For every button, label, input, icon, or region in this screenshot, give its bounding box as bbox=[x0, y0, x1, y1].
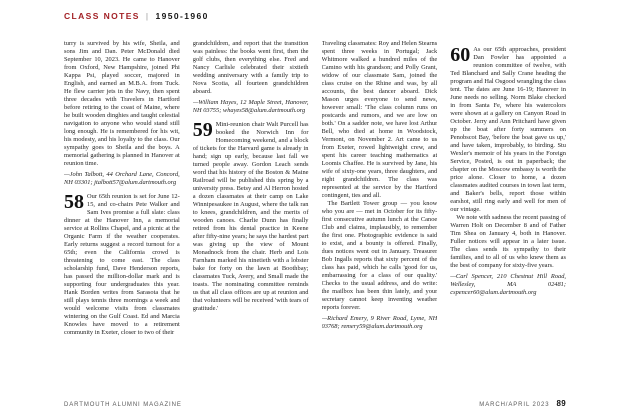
class-year-numeral: 60 bbox=[450, 44, 471, 66]
text-column-4 bbox=[450, 40, 566, 386]
class-year-numeral: 59 bbox=[192, 119, 213, 141]
text-column-3 bbox=[322, 40, 438, 386]
class-secretary-line: —Richard Emery, 9 River Road, Lyme, NH 03768; remery59@alum.dartmouth.org bbox=[321, 315, 438, 330]
issue-date: MARCH/APRIL 2023 bbox=[479, 402, 550, 408]
note-paragraph: The Bartlett Tower group — you know who you are — met in October for its fifty-first consecutive autumn lunch at the Canoe Club and claims, implausibly, to remember the first one. Photographic evidence is said to exist, and a bounty is offered. Finally, dues notices went out in January. Treasurer Bob Ingalls reports that sixty percent of the class has paid, which he calls 'good for us, embarrassing for a class of our quality.' Checks to the usual address, and do write: the mailbox has been thin lately, and your secretary cannot keep inventing weather reports forever. bbox=[321, 200, 438, 311]
section-label: CLASS NOTES bbox=[64, 11, 140, 21]
note-paragraph: grandchildren, and report that the transition was painless: the books went first, then the golf clubs, then everything else. Fred and Nancy Carlisle celebrated their sixtieth wedding anniversary with a family trip to Nova Scotia, all fourteen grandchildren aboard. bbox=[192, 40, 309, 95]
class-year-numeral: 58 bbox=[64, 191, 84, 213]
magazine-name: DARTMOUTH ALUMNI MAGAZINE bbox=[64, 402, 182, 408]
text-column-2 bbox=[193, 40, 309, 386]
page-number: 89 bbox=[556, 399, 566, 408]
note-paragraph: turry is survived by his wife, Sheila, and sons Jim and Dan. Peter McDonald died September 10, 2023. He came to Hanover from Oxford, New Hampshire, joined Phi Kappa Psi, played soccer, majored in English, and earned an M.B.A. from Tuck. He flew carrier jets in the Navy, then spent three decades with Travelers in Hartford before retiring to the coast of Maine, where he built wooden dinghies and taught celestial navigation to anyone who would stand still long enough. He is remembered for his wit, his modesty, and his loyalty to the class. Our sympathy goes to Sheila and the boys. A memorial gathering is planned in Hanover at reunion time. bbox=[64, 40, 180, 167]
class-year-range: 1950-1960 bbox=[155, 11, 209, 21]
class-secretary-line: —William Hayes, 12 Maple Street, Hanover, NH 03755; whayes58@alum.dartmouth.org bbox=[192, 99, 309, 114]
note-paragraph: Traveling classmates: Roy and Helen Stearns spent three weeks in Portugal; Jack Whitmore walked a hundred miles of the Camino with his grandson; and Polly Grant, widow of our classmate Sam, joined the class cruise on the Rhine and was, by all accounts, the best dancer aboard. Dick Mason urges everyone to send news, however small: 'The class column runs on postcards and rumors, and we are low on both.' On a sadder note, we have lost Arthur Bell, who died at home in Woodstock, Vermont, on November 2. Art came to us from Exeter, rowed lightweight crew, and spent his career teaching mathematics at Loomis Chaffee. He is survived by Jane, his wife of sixty-one years, three daughters, and eight grandchildren. The class was represented at the service by the Hartford contingent, ties and all. bbox=[321, 40, 438, 199]
class-section-59: 59 Mini-reunion chair Walt Purcell has booked the Norwich Inn for Homecoming weekend, and a block of tickets for the Harvard game is already in hand; sign up early, because last fall we turned people away. Gordon Leach sends word that his history of the Boston & Maine Railroad will be published this spring by a university press. Betsy and Al Herron hosted a dozen classmates at their camp on Lake Winnipesaukee in August, where the talk ran to knees, grandchildren, and the merits of wooden canoes. Charlie Dunn has finally retired from his dental practice in Keene after fifty-nine years; he says the hardest part was giving up the view of Mount Monadnock from the chair. Herb and Lois Farnham marked his ninetieth with a lobster bake for forty on the lawn at Boothbay; classmates Tuck, Avery, and Small made the toasts. The nominating committee reminds us that all class offices are up at reunion and that volunteers will be received 'with tears of gratitude.' bbox=[192, 119, 309, 312]
page-footer bbox=[64, 399, 566, 408]
footer-right bbox=[479, 399, 566, 408]
header-separator: | bbox=[145, 11, 150, 21]
text-columns bbox=[64, 40, 566, 386]
class-secretary-line: —John Talbott, 44 Orchard Lane, Concord, NH 03301; jtalbott57@alum.dartmouth.org bbox=[64, 171, 180, 186]
class-secretary-line: —Carl Spencer, 210 Chestnut Hill Road, Wellesley, MA 02481; cspencer60@alum.dartmouth.org bbox=[450, 273, 566, 296]
class-section-58: 58 Our 65th reunion is set for June 12-15, and co-chairs Pete Walker and Sam Ives promise a full slate: class dinner at the Hanover Inn, a memorial service at Rollins Chapel, and a picnic at the Organic Farm if the weather cooperates. Early returns suggest a record turnout for a 65th; even the California crowd is threatening to come east. The class scholarship fund, Dave Henderson reports, has passed the million-dollar mark and is supporting four undergraduates this year. Hank Borden writes from Sarasota that he still plays tennis three mornings a week and would welcome visits from classmates wintering on the Gulf Coast. Ed and Marcia Knowles have moved to a retirement community in Exeter, closer to two of their bbox=[64, 191, 180, 336]
class-section-60: 60 As our 65th approaches, president Dan Fowler has appointed a reunion committee of twelve, with Ted Blanchard and Sally Crane heading the program and Hal Osgood wrangling the class tent. The dates are June 16-19; Hanover in June needs no selling. Norm Blake checked in from Santa Fe, where his watercolors were shown at a gallery on Canyon Road in October. Jerry and Ann Pritchard have given up the boat after forty summers on Penobscot Bay, 'before the boat gave us up,' and have taken, improbably, to birding. Stu Wexler's memoir of his years in the Foreign Service, Posted, is out in paperback; the chapter on the Moscow embassy is worth the price alone. Closer to home, a dozen classmates audited courses in town last term, and Baker's bells, report those within earshot, still ring early and well for men of our vintage. bbox=[450, 44, 566, 213]
text-column-1 bbox=[64, 40, 180, 386]
note-paragraph: We note with sadness the recent passing of Warren Holt on December 8 and of Father Tim Shea on January 4, both in Hanover. Fuller notices will appear in a later issue. The class sends its sympathy to their families, and to all of us who knew them as the best of company for sixty-five years. bbox=[450, 214, 566, 269]
section-header bbox=[64, 11, 209, 21]
